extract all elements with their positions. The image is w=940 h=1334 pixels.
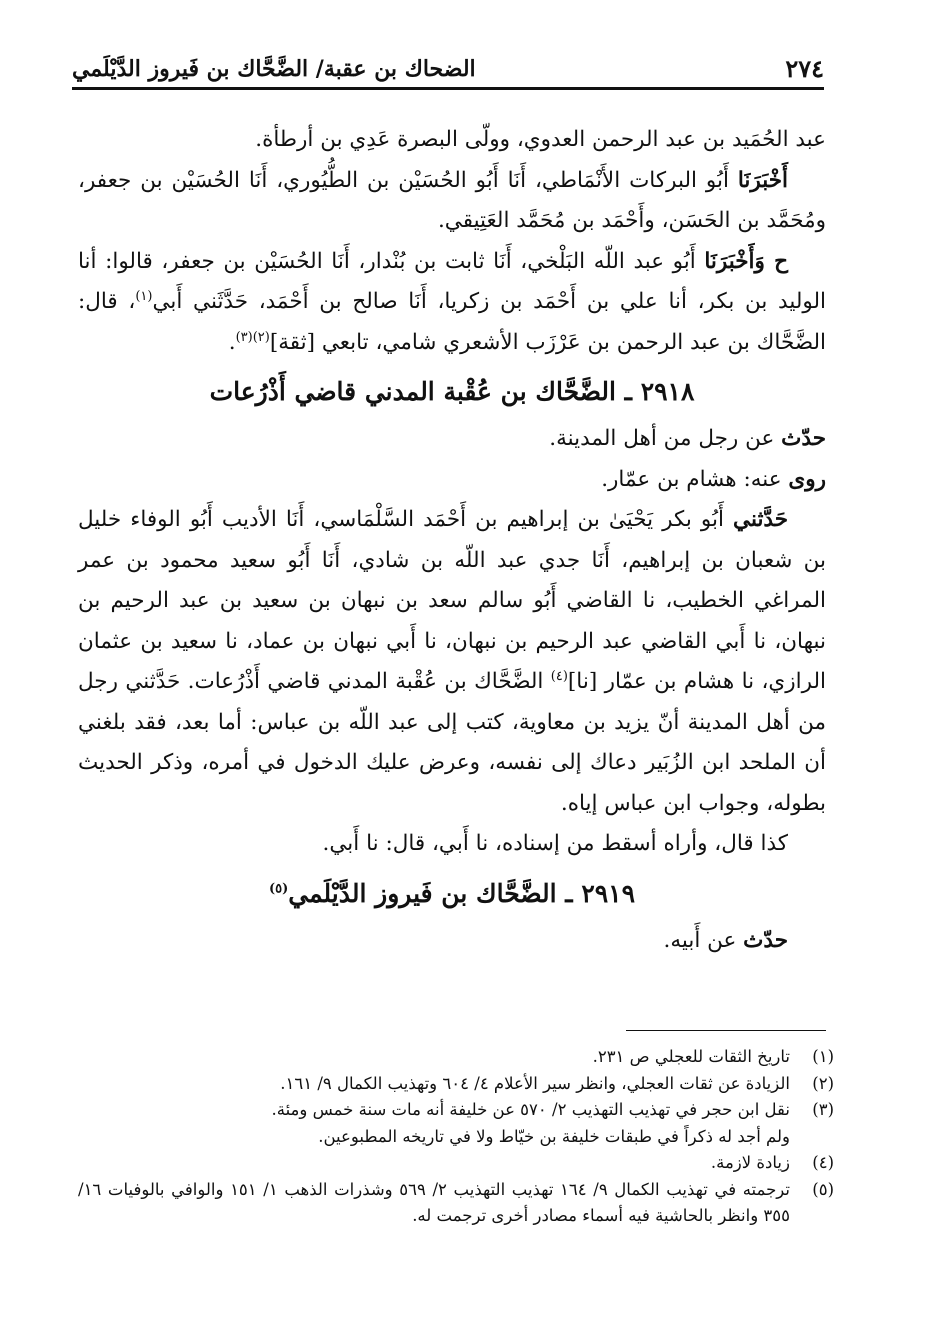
entry-heading-2918: ٢٩١٨ ـ الضَّحَّاك بن عُقْبة المدني قاضي أَذْرُعات: [209, 377, 695, 406]
paragraph-6: [78, 500, 826, 824]
paragraph-1-text: عبد الحُمَيد بن عبد الرحمن العدوي، وولّى البصرة عَدِي بن أرطأة.: [255, 127, 826, 152]
paragraph-3-text-b: ، قال: الضَّحَّاك بن عبد الرحمن بن عَرْزَب الأشعري شامي، تابعي [ثقة]: [78, 289, 826, 355]
footnote-2: [78, 1071, 834, 1098]
footnote-text: الزيادة عن ثقات العجلي، وانظر سير الأعلام ٤/ ٦٠٤ وتهذيب الكمال ٩/ ١٦١.: [280, 1073, 790, 1093]
keyword-rawa: روى: [788, 466, 826, 492]
footnote-4: [78, 1150, 834, 1177]
footnote-number: (٣): [812, 1100, 834, 1119]
footnotes: [78, 1044, 834, 1230]
footnote-ref-4: (٤): [550, 668, 568, 684]
paragraph-2-text: أَبُو البركات الأَنْمَاطي، أَنَا أَبُو الحُسَيْن بن الطُّيُوري، أَنَا الحُسَيْن بن جعفر، ومُحَمَّد بن الحَسَن، وأَحْمَد بن مُحَمَّد العَتِيقي.: [78, 167, 826, 233]
paragraph-8-text: عن أَبيه.: [663, 927, 744, 953]
paragraph-7-text: كذا قال، وأراه أسقط من إسناده، نا أَبي، قال: نا أَبي.: [322, 831, 788, 856]
paragraph-6-text: أَبُو بكر يَحْيَىٰ بن إبراهيم بن أَحْمَد السَّلْمَاسي، أَنَا الأديب أَبُو الوفاء خليل بن شعبان بن إبراهيم، أَنَا جدي عبد اللّه بن شادي، أَنَا أَبُو سعيد محمود بن عمر المراغي الخطيب، نا القاضي أَبُو سالم سعد بن نبهان بن سعيد بن عبد الرحيم بن نبهان، نا أَبي القاضي عبد الرحيم بن نبهان، نا أَبي نبهان بن عماد، نا سعيد بن عثمان الرازي، نا هشام بن عمّار [نا]: [78, 507, 826, 694]
paragraph-4: [78, 419, 826, 460]
page-number: ٢٧٤: [785, 54, 824, 83]
entry-heading-2919-text: ٢٩١٩ ـ الضَّحَّاك بن فَيروز الدَّيْلَمي: [288, 878, 636, 908]
keyword-wa-akhbarana: ح وَأَخْبَرَنَا: [704, 248, 788, 274]
footnote-text: نقل ابن حجر في تهذيب التهذيب ٢/ ٥٧٠ عن خليفة أنه مات سنة خمس ومئة.: [271, 1100, 790, 1119]
footnote-text: ترجمته في تهذيب الكمال ٩/ ١٦٤ تهذيب التهذيب ٢/ ٥٦٩ وشذرات الذهب ١/ ١٥١ والوافي بالوفيات ١٦/ ٣٥٥ وانظر بالحاشية فيه أسماء مصادر أخرى ترجمت له.: [78, 1179, 790, 1225]
footnote-ref-1: (١): [135, 288, 153, 304]
header-rule: [72, 87, 824, 90]
paragraph-2: [78, 161, 826, 242]
paragraph-5-text: عنه: هشام بن عمّار.: [601, 466, 789, 492]
entry-heading-2919: [78, 871, 826, 917]
paragraph-1: [78, 120, 826, 161]
paragraph-3-text: أَبُو عبد اللّه البَلْخي، أَنَا ثابت بن بُنْدار، أَنَا الحُسَيْن بن جعفر، قالوا: أنا الوليد بن بكر، أنا علي بن أَحْمَد بن زكريا، أَنَا صالح بن أَحْمَد، حَدَّثَني أَبي: [78, 248, 826, 314]
footnote-number: (٥): [812, 1179, 834, 1199]
footnote-1: [78, 1044, 834, 1071]
keyword-akhbarana: أَخْبَرَنَا: [737, 167, 788, 193]
keyword-haddatha: حدّث: [781, 426, 826, 451]
footnote-3: [78, 1097, 834, 1124]
paragraph-6-text-b: الضَّحَّاك بن عُقْبة المدني قاضي أَذْرُعات. حَدَّثني رجل من أهل المدينة أنّ يزيد بن معاوية، كتب إلى عبد اللّه بن عباس: أما بعد، فقد بلغني أن الملحد ابن الزُبَير دعاك إلى نفسه، وعرض عليك الدخول في أمره، وذكر الحديث بطوله، وجواب ابن عباس إياه.: [78, 669, 826, 816]
paragraph-3: [78, 242, 826, 364]
main-text: [78, 120, 826, 961]
footnote-number: (٤): [812, 1153, 834, 1172]
paragraph-8: [78, 921, 826, 962]
paragraph-3-end: .: [228, 329, 236, 355]
paragraph-4-text: عن رجل من أهل المدينة.: [549, 426, 782, 451]
footnote-number: (١): [812, 1047, 834, 1066]
footnote-text: تاريخ الثقات للعجلي ص ٢٣١.: [592, 1047, 790, 1066]
page-header: [72, 48, 824, 90]
running-title: الضحاك بن عقبة/ الضَّحَّاك بن فَيروز الدَّيْلَمي: [72, 56, 476, 82]
footnote-3-continuation: ولم أجد له ذكراً في طبقات خليفة بن خيّاط ولا في تاريخه المطبوعين.: [318, 1126, 790, 1146]
footnote-text: زيادة لازمة.: [710, 1153, 790, 1172]
paragraph-7: [78, 824, 826, 865]
footnote-5: [78, 1177, 834, 1230]
keyword-haddatha-2: حدّث: [743, 927, 788, 953]
paragraph-5: [78, 460, 826, 501]
footnote-ref-2-3: (٢)(٣): [235, 329, 270, 345]
keyword-haddathani: حَدَّثني: [733, 507, 788, 532]
footnote-separator: [626, 1030, 826, 1031]
footnote-ref-5: (٥): [268, 881, 289, 897]
footnote-number: (٢): [812, 1073, 834, 1093]
